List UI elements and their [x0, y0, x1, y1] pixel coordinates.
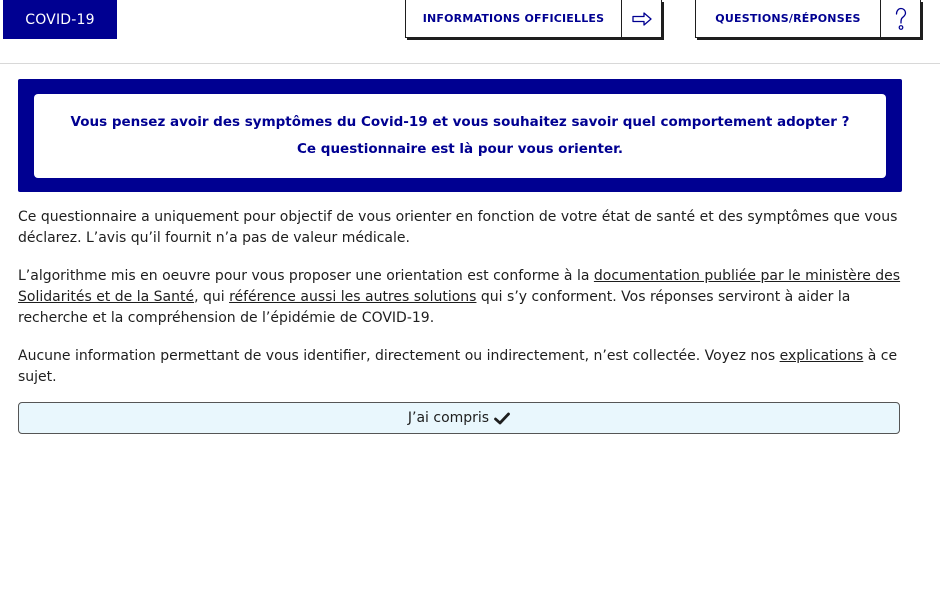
privacy-paragraph — [18, 346, 902, 388]
official-info-button[interactable] — [405, 0, 662, 38]
documentation-link[interactable]: documentation publiée par le ministère des Solidarités et de la Santé — [18, 268, 901, 305]
site-header — [0, 0, 940, 64]
purpose-paragraph — [18, 207, 902, 249]
explanations-link[interactable]: explications — [779, 348, 864, 364]
other-solutions-link[interactable]: référence aussi les autres solutions — [229, 289, 477, 305]
question-mark-icon — [880, 0, 920, 37]
info-banner — [18, 79, 902, 192]
banner-line-1: Vous pensez avoir des symptômes du Covid-19 et vous souhaitez savoir quel comportement adopter ? — [70, 114, 850, 130]
arrow-right-icon — [621, 0, 661, 37]
understood-label: J’ai compris — [407, 410, 490, 426]
purpose-text: Ce questionnaire a uniquement pour objectif de vous orienter en fonction de votre état de santé et des symptômes que vous déclarez. L’avis qu’il fournit n’a pas de valeur médicale. — [18, 209, 898, 246]
algorithm-text-start: L’algorithme mis en oeuvre pour vous proposer une orientation est conforme à la — [18, 268, 594, 284]
understood-button[interactable] — [18, 402, 900, 434]
algorithm-paragraph — [18, 266, 902, 329]
algorithm-text-mid: , qui — [194, 289, 230, 305]
privacy-text-end: à ce sujet. — [18, 348, 898, 385]
brand-label: COVID-19 — [25, 11, 95, 28]
privacy-text-start: Aucune information permettant de vous identifier, directement ou indirectement, n’est collectée. Voyez nos — [18, 348, 780, 364]
check-icon — [494, 412, 510, 425]
banner-inner — [34, 94, 886, 178]
banner-line-2: Ce questionnaire est là pour vous orienter. — [297, 141, 623, 157]
algorithm-text-end: qui s’y conforment. Vos réponses serviront à aider la recherche et la compréhension de l’épidémie de COVID-19. — [18, 289, 851, 326]
official-info-label: INFORMATIONS OFFICIELLES — [422, 12, 605, 25]
intro-content — [18, 207, 902, 405]
faq-button[interactable] — [695, 0, 921, 38]
brand-logo[interactable] — [3, 0, 117, 39]
faq-label: QUESTIONS/RÉPONSES — [715, 12, 861, 25]
